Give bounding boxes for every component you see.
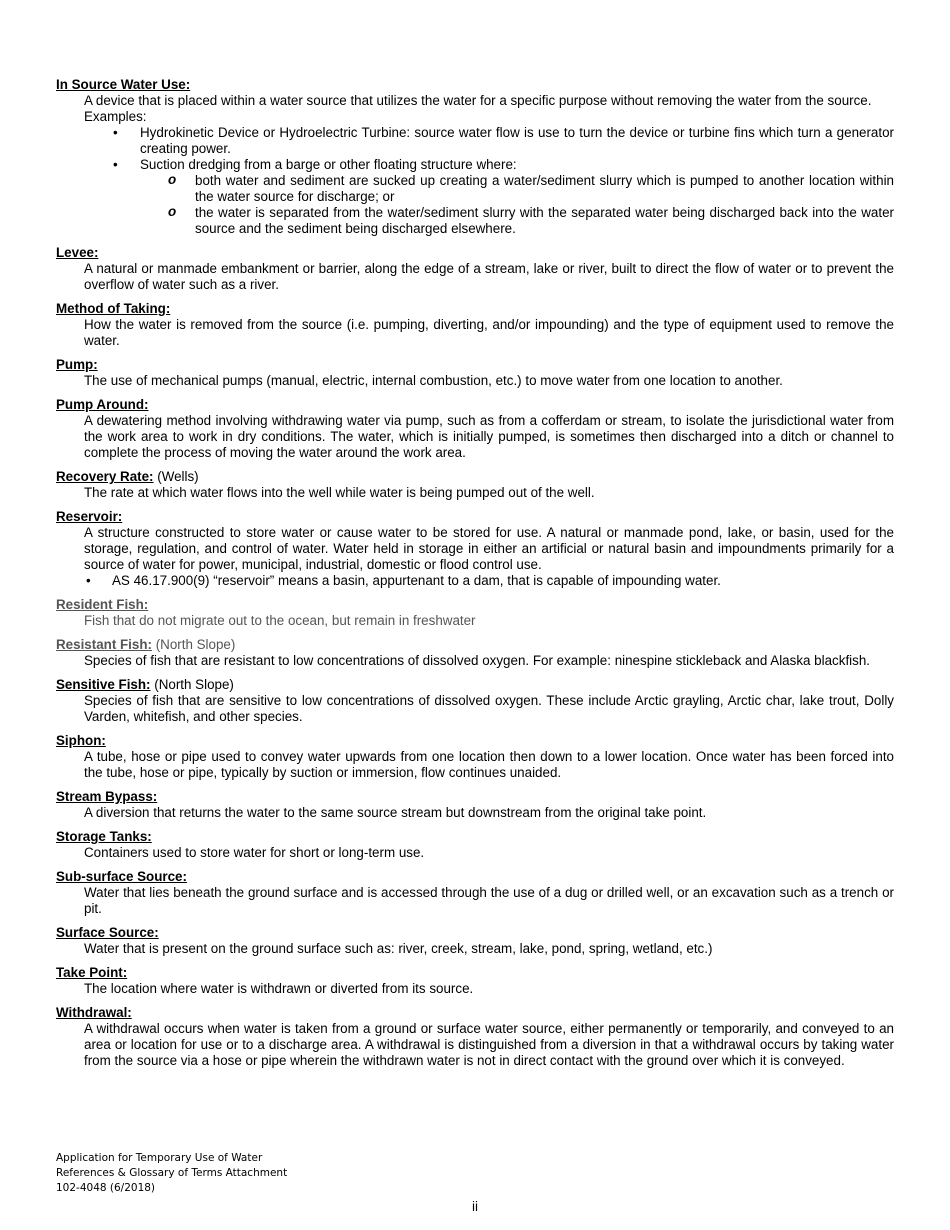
term-title: Recovery Rate: [56,469,154,484]
term-definition: Water that is present on the ground surface such as: river, creek, stream, lake, pond, spring, wetland, etc.) [84,941,713,956]
term-definition: Fish that do not migrate out to the ocean, but remain in freshwater [84,613,476,628]
examples-label: Examples: [84,109,147,124]
footer-line: References & Glossary of Terms Attachment [56,1167,288,1179]
sub-list-item: o the water is separated from the water/sediment slurry with the separated water being discharged back into the water source and the sediment being discharged elsewhere. [140,205,894,237]
entry-reservoir [56,509,894,589]
term-definition [84,525,894,589]
term-definition: Species of fish that are sensitive to low concentrations of dissolved oxygen. These include Arctic grayling, Arctic char, lake trout, Dolly Varden, whitefish, and other species. [84,693,894,724]
definition-text: A device that is placed within a water source that utilizes the water for a specific purpose without removing the water from the source. [84,93,872,108]
term-title: Withdrawal: [56,1005,132,1020]
entry-levee [56,245,894,293]
term-title: Sub-surface Source: [56,869,187,884]
entry-take-point [56,965,894,997]
term-definition: How the water is removed from the source (i.e. pumping, diverting, and/or impounding) and the type of equipment used to remove the water. [84,317,894,348]
term-definition: A dewatering method involving withdrawing water via pump, such as from a cofferdam or stream, to isolate the jurisdictional water from the work area to work in dry conditions. The water, which is initially pumped, is sometimes then discharged into a ditch or channel to complete the process of moving the water around the work area. [84,413,894,460]
term-title: Levee: [56,245,99,260]
entry-resident-fish [56,597,894,629]
definition-text: A structure constructed to store water or cause water to be stored for use. A natural or manmade pond, lake, or basin, used for the storage, regulation, and control of water. Water held in storage in either an artificial or natural basin and impoundments primarily for a source of water for power, municipal, industrial, domestic or flood control use. [84,525,894,572]
entry-method-of-taking [56,301,894,349]
footer-line: 102-4048 (6/2018) [56,1182,156,1194]
term-definition [84,93,894,237]
list-item: • Hydrokinetic Device or Hydroelectric Turbine: source water flow is use to turn the device or turbine fins which turn a generator creating power. [84,125,894,157]
entry-sensitive-fish [56,677,894,725]
entry-pump [56,357,894,389]
term-title: Stream Bypass: [56,789,158,804]
term-definition: The location where water is withdrawn or diverted from its source. [84,981,474,996]
term-title: Reservoir: [56,509,123,524]
entry-storage-tanks [56,829,894,861]
term-definition: Containers used to store water for short or long-term use. [84,845,425,860]
entry-in-source-water-use [56,77,894,237]
term-definition: The rate at which water flows into the well while water is being pumped out of the well. [84,485,595,500]
term-title: Method of Taking: [56,301,171,316]
list-item: • AS 46.17.900(9) “reservoir” means a basin, appurtenant to a dam, that is capable of impounding water. [84,573,894,589]
page-footer [56,1151,287,1196]
entry-stream-bypass [56,789,894,821]
term-title: Siphon: [56,733,106,748]
term-definition: A tube, hose or pipe used to convey water upwards from one location then down to a lower location. Once water has been forced into the tube, hose or pipe, typically by suction or immersion, flow continues unaided. [84,749,894,780]
term-definition: Species of fish that are resistant to low concentrations of dissolved oxygen. For example: ninespine stickleback and Alaska blackfish. [84,653,870,668]
page-number: ii [472,1199,478,1214]
term-title: Storage Tanks: [56,829,152,844]
reservoir-list [84,573,894,589]
term-definition: The use of mechanical pumps (manual, electric, internal combustion, etc.) to move water from one location to another. [84,373,783,388]
term-title: Resident Fish: [56,597,149,612]
term-qualifier: (North Slope) [150,677,234,692]
entry-siphon [56,733,894,781]
entry-recovery-rate [56,469,894,501]
glossary-content [56,77,894,1077]
term-title: Sensitive Fish: [56,677,151,692]
entry-pump-around [56,397,894,461]
term-definition: A natural or manmade embankment or barrier, along the edge of a stream, lake or river, built to direct the flow of water or to prevent the overflow of water such as a river. [84,261,894,292]
term-qualifier: (Wells) [153,469,199,484]
term-title: Surface Source: [56,925,159,940]
list-item: • Suction dredging from a barge or other floating structure where: o both water and sediment are sucked up creating a water/sediment slurry which is pumped to another location within the water source for discharge; or o the water is separated from the water/sediment slurry with the separated water being discharged back into the water source and the sediment being discharged elsewhere. [84,157,894,237]
entry-resistant-fish [56,637,894,669]
entry-withdrawal [56,1005,894,1069]
term-qualifier: (North Slope) [151,637,236,652]
term-title: Pump: [56,357,98,372]
term-title: In Source Water Use: [56,77,191,92]
term-definition: A withdrawal occurs when water is taken from a ground or surface water source, either permanently or temporarily, and conveyed to an area or location for use or to a discharge area. A withdrawal is distinguished from a diversion in that a withdrawal occurs by taking water from the source via a hose or pipe wherein the withdrawn water is not in direct contact with the ground over which it is conveyed. [84,1021,894,1068]
term-title: Resistant Fish: [56,637,152,652]
term-title: Take Point: [56,965,128,980]
entry-surface-source [56,925,894,957]
term-definition: Water that lies beneath the ground surface and is accessed through the use of a dug or drilled well, or an excavation such as a trench or pit. [84,885,894,916]
term-definition: A diversion that returns the water to the same source stream but downstream from the original take point. [84,805,707,820]
sub-list [140,173,894,237]
entry-sub-surface-source [56,869,894,917]
term-title: Pump Around: [56,397,149,412]
sub-list-item: o both water and sediment are sucked up creating a water/sediment slurry which is pumped to another location within the water source for discharge; or [140,173,894,205]
examples-list [84,125,894,237]
footer-line: Application for Temporary Use of Water [56,1152,263,1164]
